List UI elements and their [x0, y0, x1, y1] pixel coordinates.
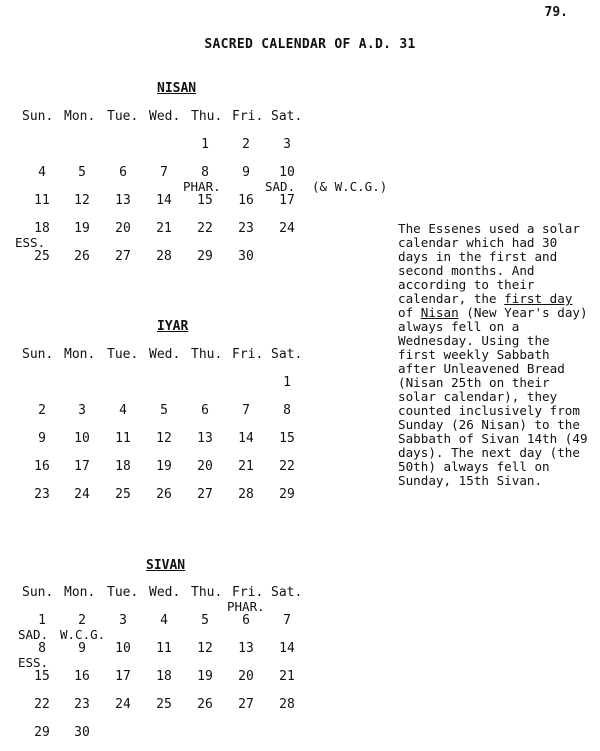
sivan-sad-note: SAD. [18, 627, 49, 642]
nisan-weekday-header: Tue. [107, 109, 139, 124]
note-text-1: The Essenes used a solar calendar which had 30 days in the first and second months. And according to their calendar, the [398, 221, 580, 306]
essenes-note [398, 222, 593, 488]
iyar-day-cell: 1 [283, 375, 291, 390]
nisan-day-cell: 14 [156, 193, 172, 208]
nisan-day-cell: 29 [197, 249, 213, 264]
iyar-weekday-header: Sun. [22, 347, 54, 362]
nisan-day-cell: 18 [34, 221, 50, 236]
sivan-day-cell: 14 [279, 641, 295, 656]
nisan-day-cell: 17 [279, 193, 295, 208]
nisan-day-cell: 20 [115, 221, 131, 236]
sivan-day-cell: 13 [238, 641, 254, 656]
nisan-day-cell: 23 [238, 221, 254, 236]
iyar-day-cell: 24 [74, 487, 90, 502]
sivan-day-cell: 24 [115, 697, 131, 712]
iyar-day-cell: 9 [38, 431, 46, 446]
note-of: of [398, 305, 421, 320]
sivan-day-cell: 19 [197, 669, 213, 684]
sivan-ess-note: ESS. [18, 655, 49, 670]
sivan-weekday-header: Thu. [191, 585, 223, 600]
nisan-sad-note: SAD. [265, 179, 296, 194]
sivan-day-cell: 8 [38, 641, 46, 656]
sivan-phar-note: PHAR. [227, 599, 265, 614]
iyar-day-cell: 29 [279, 487, 295, 502]
iyar-day-cell: 27 [197, 487, 213, 502]
nisan-day-cell: 12 [74, 193, 90, 208]
sivan-day-cell: 10 [115, 641, 131, 656]
iyar-day-cell: 25 [115, 487, 131, 502]
iyar-day-cell: 8 [283, 403, 291, 418]
iyar-weekday-header: Mon. [64, 347, 96, 362]
nisan-day-cell: 2 [242, 137, 250, 152]
sivan-weekday-header: Sat. [271, 585, 303, 600]
iyar-day-cell: 2 [38, 403, 46, 418]
iyar-day-cell: 10 [74, 431, 90, 446]
iyar-day-cell: 13 [197, 431, 213, 446]
nisan-weekday-header: Sun. [22, 109, 54, 124]
nisan-day-cell: 22 [197, 221, 213, 236]
sivan-day-cell: 2 [78, 613, 86, 628]
iyar-day-cell: 17 [74, 459, 90, 474]
iyar-day-cell: 16 [34, 459, 50, 474]
nisan-day-cell: 6 [119, 165, 127, 180]
sivan-day-cell: 22 [34, 697, 50, 712]
nisan-day-cell: 16 [238, 193, 254, 208]
nisan-day-cell: 15 [197, 193, 213, 208]
sivan-day-cell: 30 [74, 725, 90, 740]
iyar-weekday-header: Fri. [232, 347, 264, 362]
sivan-day-cell: 26 [197, 697, 213, 712]
iyar-day-cell: 15 [279, 431, 295, 446]
note-text-2: (New Year's day) always fell on a Wednesday. Using the first weekly Sabbath after Unleavened Bread (Nisan 25th on their solar calendar), they counted inclusively from Sunday (26 Nisan) to the Sabbath of Sivan 14th (49 days). The next day (the 50th) always fell on Sunday, 15th Sivan. [398, 305, 588, 488]
iyar-month-title: IYAR [157, 319, 189, 334]
sivan-day-cell: 27 [238, 697, 254, 712]
nisan-day-cell: 19 [74, 221, 90, 236]
nisan-day-cell: 30 [238, 249, 254, 264]
iyar-day-cell: 18 [115, 459, 131, 474]
iyar-day-cell: 3 [78, 403, 86, 418]
nisan-day-cell: 10 [279, 165, 295, 180]
sivan-day-cell: 12 [197, 641, 213, 656]
iyar-day-cell: 19 [156, 459, 172, 474]
sivan-day-cell: 18 [156, 669, 172, 684]
sivan-weekday-header: Fri. [232, 585, 264, 600]
sivan-day-cell: 5 [201, 613, 209, 628]
iyar-day-cell: 22 [279, 459, 295, 474]
sivan-day-cell: 7 [283, 613, 291, 628]
iyar-weekday-header: Sat. [271, 347, 303, 362]
iyar-day-cell: 20 [197, 459, 213, 474]
iyar-day-cell: 12 [156, 431, 172, 446]
nisan-day-cell: 9 [242, 165, 250, 180]
nisan-day-cell: 28 [156, 249, 172, 264]
sivan-day-cell: 11 [156, 641, 172, 656]
nisan-weekday-header: Wed. [149, 109, 181, 124]
sivan-day-cell: 3 [119, 613, 127, 628]
nisan-weekday-header: Sat. [271, 109, 303, 124]
iyar-day-cell: 7 [242, 403, 250, 418]
sivan-day-cell: 16 [74, 669, 90, 684]
nisan-phar-note: PHAR. [183, 179, 221, 194]
iyar-day-cell: 21 [238, 459, 254, 474]
iyar-day-cell: 5 [160, 403, 168, 418]
sivan-weekday-header: Mon. [64, 585, 96, 600]
nisan-day-cell: 7 [160, 165, 168, 180]
nisan-day-cell: 3 [283, 137, 291, 152]
sivan-day-cell: 28 [279, 697, 295, 712]
iyar-weekday-header: Wed. [149, 347, 181, 362]
nisan-day-cell: 5 [78, 165, 86, 180]
sivan-day-cell: 4 [160, 613, 168, 628]
sivan-month-title: SIVAN [146, 558, 186, 573]
nisan-day-cell: 24 [279, 221, 295, 236]
nisan-day-cell: 21 [156, 221, 172, 236]
sivan-day-cell: 20 [238, 669, 254, 684]
sivan-day-cell: 23 [74, 697, 90, 712]
nisan-day-cell: 4 [38, 165, 46, 180]
iyar-weekday-header: Thu. [191, 347, 223, 362]
note-nisan: Nisan [420, 305, 459, 320]
sivan-day-cell: 15 [34, 669, 50, 684]
nisan-day-cell: 26 [74, 249, 90, 264]
iyar-day-cell: 11 [115, 431, 131, 446]
nisan-wcg-note: (& W.C.G.) [312, 179, 388, 194]
nisan-weekday-header: Fri. [232, 109, 264, 124]
sivan-day-cell: 21 [279, 669, 295, 684]
sivan-day-cell: 29 [34, 725, 50, 740]
sivan-weekday-header: Sun. [22, 585, 54, 600]
sivan-day-cell: 25 [156, 697, 172, 712]
iyar-day-cell: 14 [238, 431, 254, 446]
nisan-weekday-header: Mon. [64, 109, 96, 124]
page-title: SACRED CALENDAR OF A.D. 31 [204, 37, 416, 52]
nisan-day-cell: 25 [34, 249, 50, 264]
nisan-weekday-header: Thu. [191, 109, 223, 124]
iyar-day-cell: 6 [201, 403, 209, 418]
sivan-day-cell: 6 [242, 613, 250, 628]
note-first-day: first day [504, 291, 573, 306]
iyar-day-cell: 28 [238, 487, 254, 502]
iyar-day-cell: 4 [119, 403, 127, 418]
nisan-day-cell: 1 [201, 137, 209, 152]
sivan-weekday-header: Tue. [107, 585, 139, 600]
page-number: 79. [544, 5, 568, 20]
sivan-wcg-note: W.C.G. [60, 627, 106, 642]
sivan-day-cell: 1 [38, 613, 46, 628]
nisan-day-cell: 8 [201, 165, 209, 180]
iyar-day-cell: 23 [34, 487, 50, 502]
iyar-weekday-header: Tue. [107, 347, 139, 362]
nisan-day-cell: 27 [115, 249, 131, 264]
iyar-day-cell: 26 [156, 487, 172, 502]
sivan-day-cell: 17 [115, 669, 131, 684]
sivan-weekday-header: Wed. [149, 585, 181, 600]
nisan-day-cell: 13 [115, 193, 131, 208]
sivan-day-cell: 9 [78, 641, 86, 656]
nisan-ess-note: ESS. [15, 235, 46, 250]
nisan-day-cell: 11 [34, 193, 50, 208]
nisan-month-title: NISAN [157, 81, 197, 96]
